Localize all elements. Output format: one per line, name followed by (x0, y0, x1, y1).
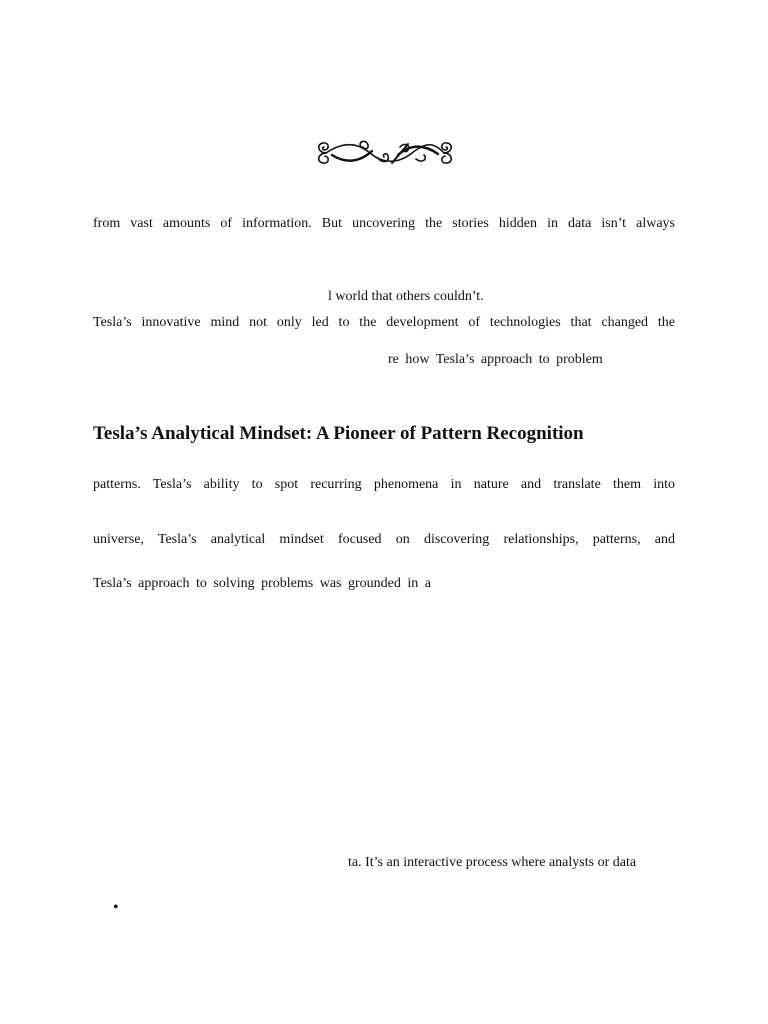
body-text-line: patterns. Tesla’s ability to spot recurring phenomena in nature and translate them into (93, 477, 675, 492)
body-text-fragment: Tesla’s approach to solving problems was grounded in a (93, 576, 431, 591)
body-text-line: from vast amounts of information. But uncovering the stories hidden in data isn’t always (93, 216, 675, 231)
body-text-fragment: ta. It’s an interactive process where analysts or data (348, 855, 637, 870)
body-text-fragment: re how Tesla’s approach to problem (388, 352, 603, 367)
section-heading: Tesla’s Analytical Mindset: A Pioneer of Pattern Recognition (93, 423, 584, 444)
body-text-line: universe, Tesla’s analytical mindset focused on discovering relationships, patterns, and (93, 532, 675, 547)
body-text-line: Tesla’s innovative mind not only led to the development of technologies that changed the (93, 315, 675, 330)
body-text-fragment: l world that others couldn’t. (328, 289, 484, 304)
list-bullet: • (113, 899, 119, 916)
decorative-flourish-ornament (312, 136, 458, 170)
